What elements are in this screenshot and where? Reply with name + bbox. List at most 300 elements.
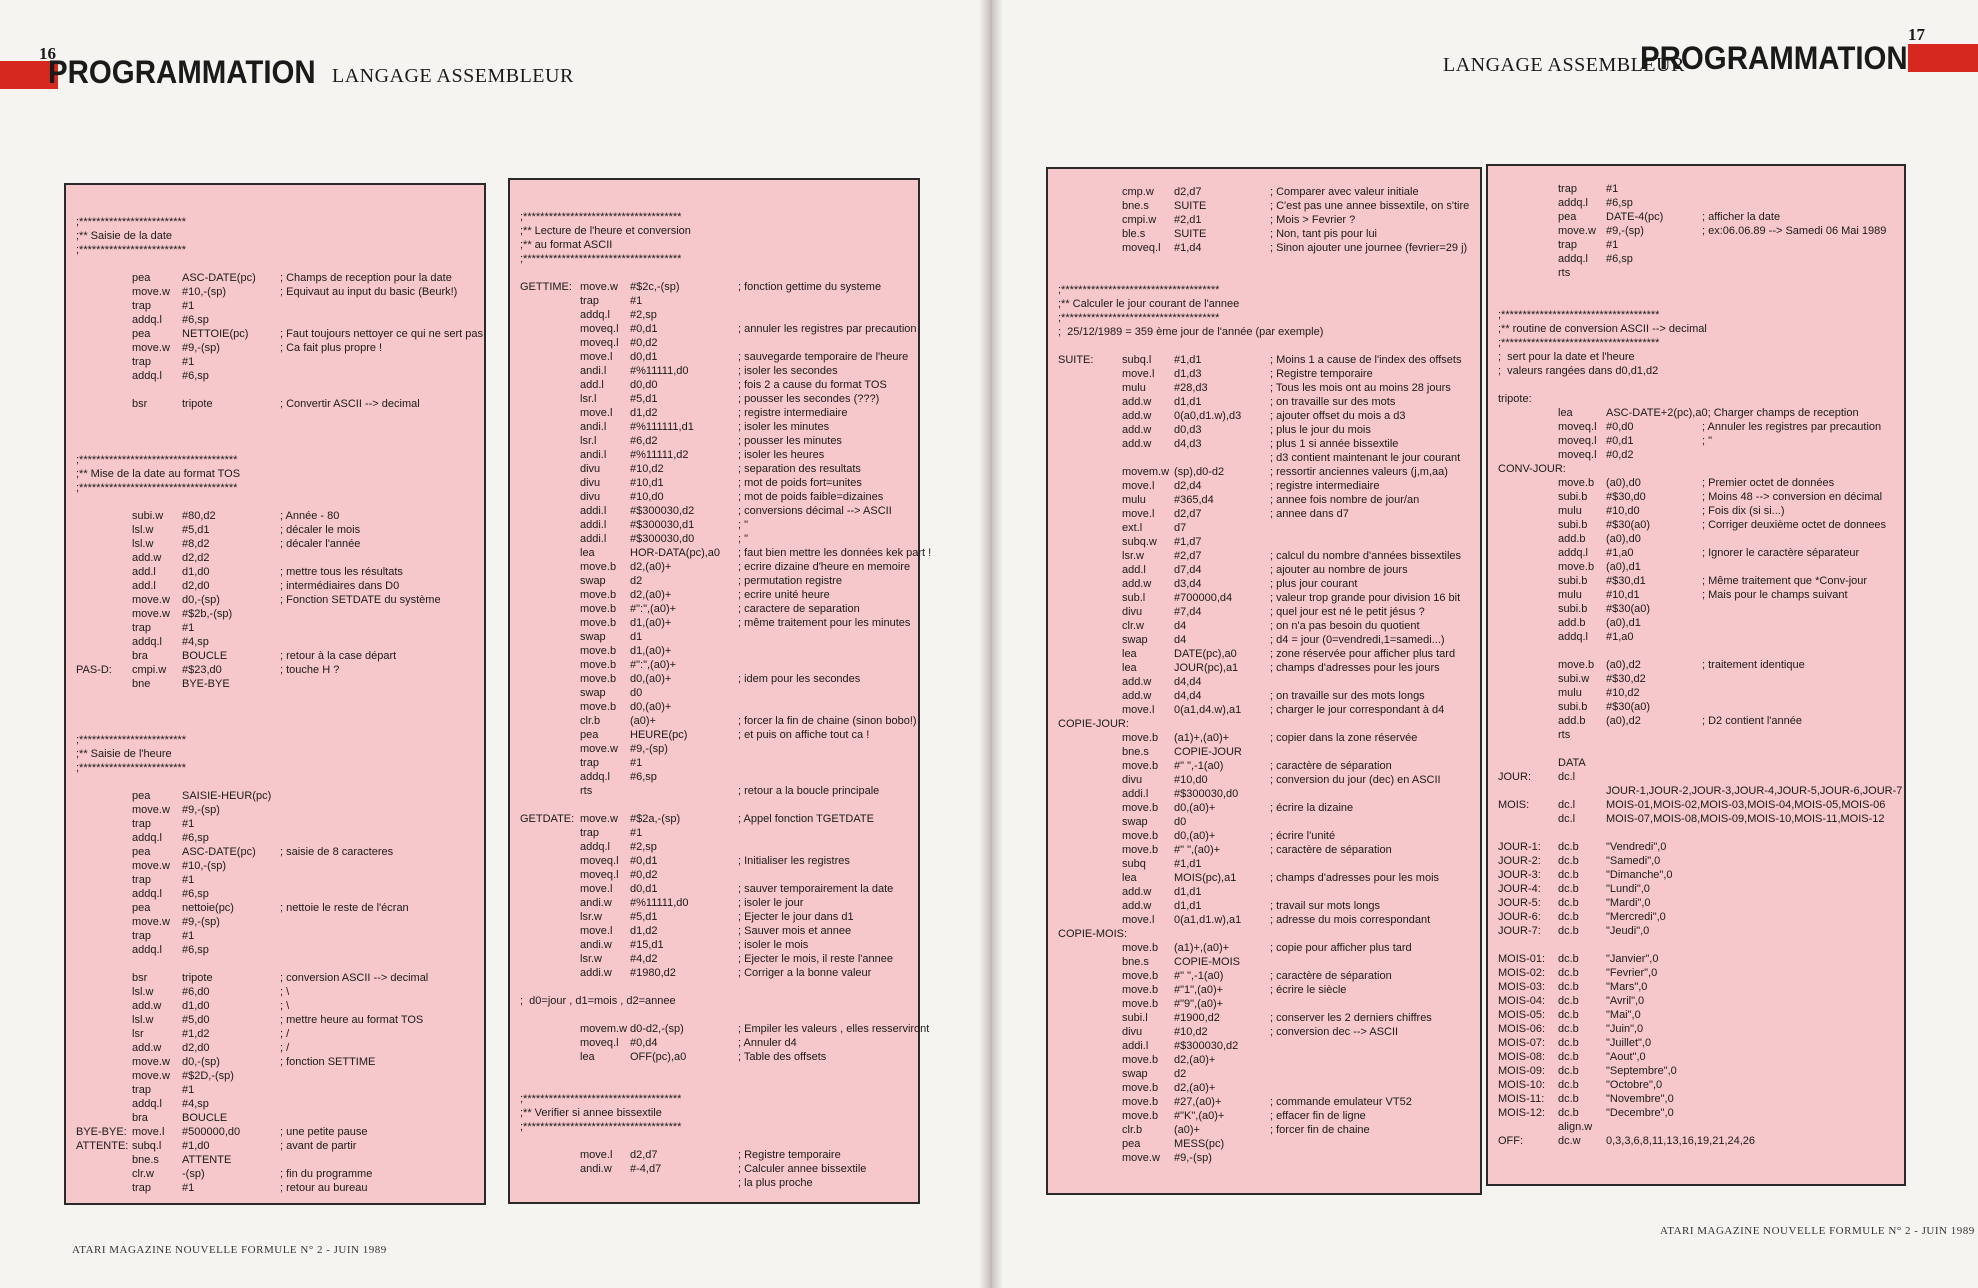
code-label [1058, 619, 1122, 633]
code-operand: d2,(a0)+ [1174, 1054, 1216, 1066]
code-opcode: dc.l [1558, 799, 1576, 811]
code-comment [738, 742, 910, 756]
code-operand: #1,d1 [1174, 354, 1202, 366]
code-comment: ; Table des offsets [738, 1051, 827, 1063]
code-operand: HEURE(pc) [630, 729, 688, 741]
code-comment [280, 551, 476, 565]
code-comment: ; forcer fin de chaine [1270, 1124, 1370, 1136]
code-label [1058, 409, 1122, 423]
code-comment: ; calcul du nombre d'années bissextiles [1270, 550, 1462, 562]
code-label [1058, 255, 1122, 269]
code-comment: ; ajouter au nombre de jours [1270, 564, 1408, 576]
code-label [520, 1078, 580, 1092]
code-operand [1174, 255, 1270, 269]
code-opcode: dc.b [1558, 1051, 1579, 1063]
code-listing [66, 185, 484, 1195]
code-line [520, 644, 910, 658]
code-line [1058, 829, 1472, 843]
code-comment [1270, 269, 1472, 283]
code-comment [1702, 938, 1896, 952]
code-operand: #$2c,-(sp) [630, 281, 680, 293]
code-line [1498, 504, 1896, 518]
code-opcode: move.b [580, 603, 617, 615]
code-line [1058, 353, 1472, 367]
code-label [520, 1008, 580, 1022]
code-line [520, 994, 910, 1008]
code-operand: d4 [1174, 634, 1187, 646]
code-opcode: dc.b [1558, 855, 1579, 867]
code-opcode: divu [580, 477, 601, 489]
code-operand: MESS(pc) [1174, 1138, 1225, 1150]
code-comment: ;************************************* [520, 253, 682, 265]
code-line [1498, 994, 1896, 1008]
code-opcode: move.l [132, 1126, 165, 1138]
code-comment [1275, 927, 1472, 941]
code-comment [280, 369, 476, 383]
code-label [1058, 1011, 1122, 1025]
code-comment: ; afficher la date [1702, 211, 1781, 223]
code-line [1058, 493, 1472, 507]
code-operand: (a0),d1 [1606, 561, 1641, 573]
code-opcode [580, 798, 630, 812]
code-line [76, 1167, 476, 1181]
code-label [1058, 983, 1122, 997]
code-label: PAS-D: [76, 664, 112, 676]
code-line [520, 700, 910, 714]
code-line [1498, 350, 1896, 364]
code-operand: #%11111,d2 [630, 449, 689, 461]
code-operand: HOR-DATA(pc),a0 [630, 547, 721, 559]
code-operand: #1,d0 [182, 1140, 210, 1152]
code-line [520, 1064, 910, 1078]
code-comment: ; retour au bureau [280, 1182, 368, 1194]
code-label: JOUR-6: [1498, 911, 1541, 923]
code-operand: d7,d4 [1174, 564, 1202, 576]
code-label [1058, 843, 1122, 857]
code-operand: #6,sp [1606, 253, 1633, 265]
code-opcode: trap [132, 300, 151, 312]
code-opcode: pea [1122, 1138, 1141, 1150]
code-label [1058, 1039, 1122, 1053]
code-opcode: trap [132, 874, 151, 886]
code-operand: #1,d1 [1174, 858, 1202, 870]
code-operand [1606, 938, 1702, 952]
code-opcode: dc.b [1558, 953, 1579, 965]
code-label [1058, 1137, 1122, 1151]
code-opcode: subi.b [1558, 575, 1588, 587]
code-opcode: mulu [1558, 589, 1582, 601]
code-operand [182, 257, 280, 271]
code-line [520, 770, 910, 784]
code-operand: #9,-(sp) [1174, 1152, 1212, 1164]
code-comment: ;** Verifier si annee bissextile [520, 1107, 662, 1119]
code-operand: (sp),d0-d2 [1174, 466, 1225, 478]
code-operand: (a0),d0 [1606, 477, 1641, 489]
code-comment [738, 1134, 910, 1148]
code-line [76, 761, 476, 775]
code-opcode: clr.w [132, 1168, 154, 1180]
code-label [76, 621, 132, 635]
code-label [520, 1176, 580, 1190]
code-opcode: add.w [1122, 900, 1152, 912]
code-operand: "Janvier",0 [1606, 953, 1659, 965]
code-line [76, 677, 476, 691]
code-opcode: addq.l [580, 771, 610, 783]
code-opcode [1558, 826, 1606, 840]
code-label [1058, 451, 1122, 465]
code-operand: d4 [1174, 620, 1187, 632]
code-line [76, 845, 476, 859]
code-label [1058, 675, 1122, 689]
code-operand: d1,(a0)+ [630, 645, 672, 657]
code-comment: ; Registre temporaire [1270, 368, 1373, 380]
code-label [1058, 269, 1122, 283]
code-line [76, 607, 476, 621]
code-operand: #10,d1 [1606, 589, 1640, 601]
code-comment: ; annee dans d7 [1270, 508, 1349, 520]
code-operand [182, 705, 280, 719]
code-operand [1606, 644, 1702, 658]
code-comment: ;** Calculer le jour courant de l'annee [1058, 298, 1240, 310]
code-label [1498, 714, 1558, 728]
code-comment [1702, 868, 1896, 882]
code-opcode: move.w [132, 1070, 170, 1082]
code-operand: (a0),d2 [1606, 659, 1641, 671]
code-line [1498, 406, 1896, 420]
code-line [520, 966, 910, 980]
code-operand: #1,d7 [1174, 536, 1202, 548]
code-opcode: swap [1122, 1068, 1148, 1080]
code-comment [280, 313, 476, 327]
code-operand: #":",(a0)+ [630, 603, 677, 615]
code-operand: #6,sp [182, 370, 209, 382]
code-opcode: sub.l [1122, 592, 1146, 604]
code-label [1498, 546, 1558, 560]
code-operand [1174, 451, 1270, 465]
code-comment [1702, 770, 1896, 784]
code-label: MOIS-07: [1498, 1037, 1546, 1049]
code-line [1058, 241, 1472, 255]
code-operand: #700000,d4 [1174, 592, 1233, 604]
code-label [1058, 199, 1122, 213]
code-line [1058, 549, 1472, 563]
code-label [76, 607, 132, 621]
code-line [1058, 1081, 1472, 1095]
code-line [1058, 185, 1472, 199]
code-operand: SUITE [1174, 228, 1207, 240]
code-opcode: addq.l [132, 888, 162, 900]
code-line [76, 691, 476, 705]
code-comment [280, 1111, 476, 1125]
code-label [520, 644, 580, 658]
code-label [1058, 381, 1122, 395]
code-comment [738, 1008, 910, 1022]
code-opcode: addi.l [580, 505, 607, 517]
code-operand: BYE-BYE [182, 678, 230, 690]
code-line [1058, 255, 1472, 269]
left-section-title: PROGRAMMATION [48, 54, 316, 90]
code-label [520, 686, 580, 700]
code-line [76, 999, 476, 1013]
code-opcode: lsl.w [132, 538, 154, 550]
code-operand: ASC-DATE(pc) [182, 272, 256, 284]
code-operand: 0,3,3,6,8,11,13,16,19,21,24,26 [1606, 1135, 1756, 1147]
code-operand: #1,d2 [182, 1028, 210, 1040]
code-opcode: divu [580, 463, 601, 475]
code-comment [280, 887, 476, 901]
code-operand: (a0)+ [630, 715, 656, 727]
code-opcode: andi.l [580, 449, 607, 461]
code-comment [1702, 196, 1896, 210]
code-label [520, 448, 580, 462]
code-line [520, 1008, 910, 1022]
code-label [1058, 899, 1122, 913]
code-line [1498, 938, 1896, 952]
code-line [1498, 1078, 1896, 1092]
code-comment: ; Mois > Fevrier ? [1270, 214, 1356, 226]
code-label [76, 1055, 132, 1069]
code-comment [1702, 1064, 1896, 1078]
code-operand: #6,sp [182, 314, 209, 326]
code-opcode: move.b [580, 645, 617, 657]
code-opcode: mulu [1122, 494, 1146, 506]
code-comment: ;************************************* [76, 482, 238, 494]
code-line [1058, 955, 1472, 969]
code-line [520, 840, 910, 854]
code-comment [1277, 717, 1472, 731]
code-line [1498, 224, 1896, 238]
code-operand: (a0),d2 [1606, 715, 1641, 727]
code-line [520, 420, 910, 434]
code-label [1058, 731, 1122, 745]
code-label [520, 392, 580, 406]
code-operand: d2,d2 [182, 552, 210, 564]
code-comment: ; Convertir ASCII --> decimal [280, 398, 420, 410]
code-operand: d1,d2 [630, 925, 658, 937]
code-comment: ; Empiler les valeurs , elles resserviront [738, 1023, 930, 1035]
code-operand [1606, 728, 1702, 742]
code-line [1058, 605, 1472, 619]
listing-panel-2 [508, 178, 932, 1204]
code-opcode: dc.b [1558, 841, 1579, 853]
code-operand [1614, 462, 1710, 476]
code-operand [182, 201, 280, 215]
code-label [76, 873, 132, 887]
code-line [1058, 731, 1472, 745]
code-label [76, 1167, 132, 1181]
code-opcode: add.b [1558, 617, 1586, 629]
code-line [1498, 266, 1896, 280]
code-label [1498, 1120, 1558, 1134]
code-label [1058, 773, 1122, 787]
code-label [1058, 913, 1122, 927]
code-label [520, 462, 580, 476]
code-label [1058, 521, 1122, 535]
code-line [1498, 854, 1896, 868]
code-line [1498, 770, 1896, 784]
code-opcode: move.b [580, 561, 617, 573]
code-line [1058, 619, 1472, 633]
code-label [1058, 633, 1122, 647]
code-comment: ; " [738, 533, 749, 545]
code-line [520, 546, 932, 560]
code-comment [738, 294, 910, 308]
code-label [76, 565, 132, 579]
code-comment [280, 383, 476, 397]
code-opcode: mulu [1558, 687, 1582, 699]
code-opcode: bne.s [1122, 200, 1149, 212]
code-comment [280, 635, 476, 649]
code-opcode: swap [1122, 634, 1148, 646]
code-label [520, 322, 580, 336]
code-label: MOIS-09: [1498, 1065, 1546, 1077]
code-comment: ; d3 contient maintenant le jour courant [1270, 452, 1461, 464]
code-opcode: move.l [1122, 368, 1155, 380]
code-line [76, 985, 476, 999]
code-operand: #$300030,d2 [1174, 1040, 1239, 1052]
code-comment [738, 336, 910, 350]
code-label [1498, 574, 1558, 588]
code-operand [1606, 392, 1702, 406]
code-opcode: bsr [132, 972, 148, 984]
code-line [1498, 742, 1896, 756]
code-line [520, 364, 910, 378]
code-opcode: trap [132, 1182, 151, 1194]
code-operand: #10,d0 [1174, 774, 1208, 786]
code-line [1058, 269, 1472, 283]
code-line [520, 476, 910, 490]
code-line [1498, 182, 1896, 196]
code-opcode: divu [1122, 606, 1143, 618]
code-line [1058, 311, 1472, 325]
code-operand: DATE-4(pc) [1606, 211, 1664, 223]
code-opcode: trap [1558, 183, 1577, 195]
code-line [1498, 378, 1896, 392]
code-opcode: dc.l [1558, 771, 1576, 783]
code-label [1058, 1123, 1122, 1137]
code-line [520, 728, 910, 742]
code-label [1498, 560, 1558, 574]
code-line [76, 943, 476, 957]
code-line [520, 252, 910, 266]
code-opcode: move.w [580, 281, 618, 293]
code-line [1058, 997, 1472, 1011]
code-label [1498, 224, 1558, 238]
code-operand: "Novembre",0 [1606, 1093, 1674, 1105]
code-label [520, 294, 580, 308]
code-label [76, 593, 132, 607]
code-label [76, 509, 132, 523]
code-label [76, 957, 132, 971]
code-line [520, 1050, 910, 1064]
code-operand: d0,-(sp) [182, 1056, 220, 1068]
code-label [520, 518, 580, 532]
code-operand: d4,d4 [1174, 676, 1202, 688]
code-label [1058, 745, 1122, 759]
code-operand [1606, 1120, 1702, 1134]
code-comment: ; décaler le mois [280, 524, 361, 536]
code-operand: #" ",-1(a0) [1174, 760, 1224, 772]
code-line [520, 1078, 910, 1092]
code-opcode: addi.l [580, 533, 607, 545]
code-opcode [132, 705, 182, 719]
code-operand: d0,(a0)+ [630, 701, 672, 713]
code-operand: "Fevrier",0 [1606, 967, 1658, 979]
code-comment [1270, 339, 1472, 353]
code-operand: d0,-(sp) [182, 594, 220, 606]
code-operand [182, 411, 280, 425]
code-comment: ; isoler le jour [738, 897, 804, 909]
code-line [1498, 602, 1896, 616]
code-comment: ;************************************* [520, 1093, 682, 1105]
code-comment: ; conversions décimal --> ASCII [738, 505, 892, 517]
code-comment: ; Champs de reception pour la date [280, 272, 452, 284]
code-line [76, 873, 476, 887]
code-operand [630, 196, 738, 210]
code-listing [1488, 166, 1904, 1148]
code-operand: "Mercredi",0 [1606, 911, 1666, 923]
code-opcode: moveq.l [580, 869, 619, 881]
code-line [520, 1022, 930, 1036]
code-comment: ; annuler les registres par precaution [738, 323, 917, 335]
code-line [520, 1106, 910, 1120]
code-line [76, 971, 476, 985]
code-comment: ; ecrire unité heure [738, 589, 830, 601]
code-line [76, 565, 476, 579]
code-operand: #1 [630, 757, 643, 769]
code-comment [1702, 616, 1896, 630]
code-operand: #1 [630, 827, 643, 839]
code-opcode: move.b [580, 589, 617, 601]
code-operand: #0,d1 [630, 855, 658, 867]
code-comment [738, 980, 910, 994]
code-comment [1270, 857, 1472, 871]
code-opcode: move.w [1122, 1152, 1160, 1164]
code-operand: #$30(a0) [1606, 603, 1651, 615]
code-line [76, 355, 476, 369]
code-opcode: add.w [1122, 690, 1152, 702]
code-comment [280, 691, 476, 705]
code-line [1058, 465, 1472, 479]
code-line [76, 1083, 476, 1097]
code-comment [280, 915, 476, 929]
code-opcode: move.b [580, 617, 617, 629]
code-label: JOUR-3: [1498, 869, 1541, 881]
code-opcode: move.w [132, 860, 170, 872]
code-comment: ; Comparer avec valeur initiale [1270, 186, 1419, 198]
code-line [1498, 672, 1896, 686]
code-comment: ; separation des resultats [738, 463, 861, 475]
code-opcode: cmpi.w [1122, 214, 1157, 226]
code-opcode: dc.b [1558, 925, 1579, 937]
code-line [76, 1069, 476, 1083]
code-label: MOIS-03: [1498, 981, 1546, 993]
code-comment [1702, 952, 1896, 966]
code-operand: #80,d2 [182, 510, 216, 522]
code-line [76, 481, 476, 495]
code-operand: ATTENTE [182, 1154, 232, 1166]
code-comment [1702, 1022, 1896, 1036]
code-label: MOIS-11: [1498, 1093, 1545, 1105]
code-label [520, 266, 580, 280]
code-label [520, 714, 580, 728]
code-operand [182, 383, 280, 397]
code-operand: #1 [1606, 239, 1619, 251]
code-line [520, 756, 910, 770]
code-comment: ; effacer fin de ligne [1270, 1110, 1366, 1122]
code-comment [280, 929, 476, 943]
code-comment: ; intermédiaires dans D0 [280, 580, 400, 592]
